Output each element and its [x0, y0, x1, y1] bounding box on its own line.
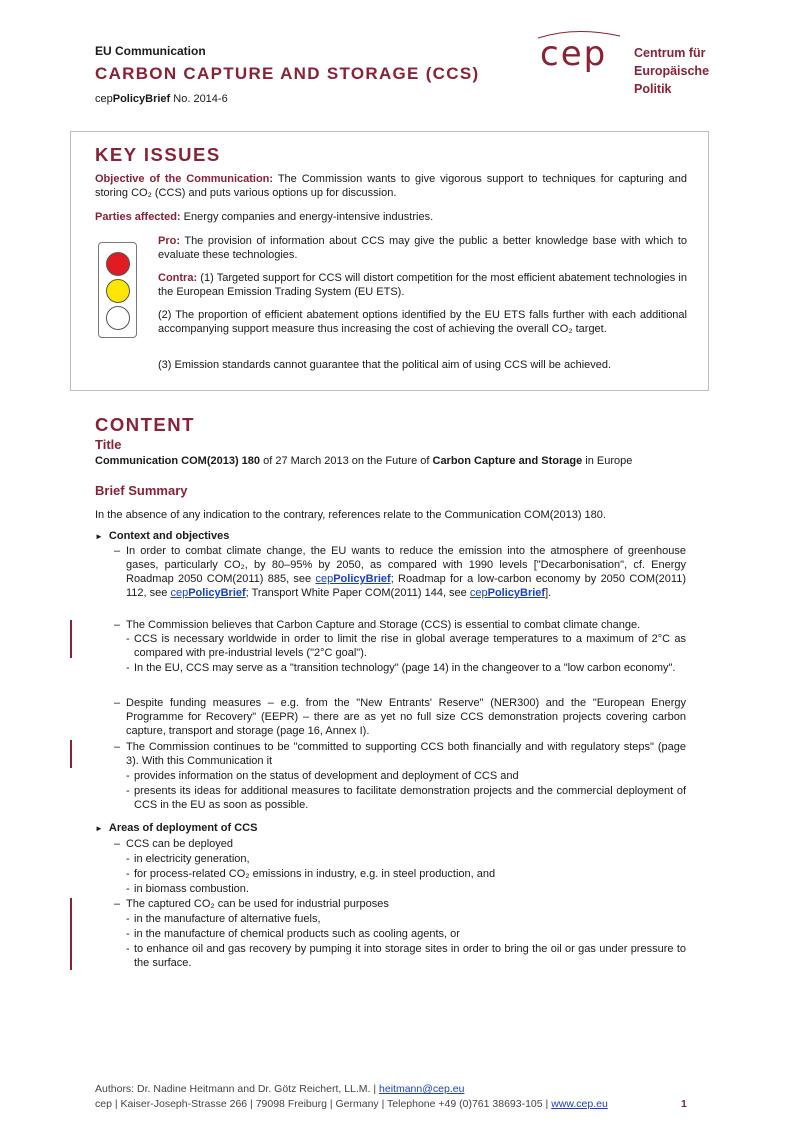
- list-item: The Commission believes that Carbon Capture and Storage (CCS) is essential to combat climate change.: [126, 619, 641, 631]
- parties-paragraph: Parties affected: Energy companies and energy-intensive industries.: [95, 211, 434, 223]
- sub-list-item: provides information on the status of development and deployment of CCS and: [134, 770, 519, 782]
- document-category: EU Communication: [95, 44, 206, 58]
- summary-intro: In the absence of any indication to the contrary, references relate to the Communication COM(2013) 180.: [95, 509, 606, 521]
- page-number: 1: [681, 1098, 687, 1110]
- contra-paragraph-3: (3) Emission standards cannot guarantee that the political aim of using CCS will be achieved.: [158, 359, 612, 371]
- policy-brief-link[interactable]: cepPolicyBrief: [170, 587, 246, 599]
- policy-brief-link[interactable]: cepPolicyBrief: [315, 573, 391, 585]
- change-marker: [70, 620, 72, 658]
- bullet-triangle-icon: ►: [95, 824, 103, 833]
- sub-list-item: to enhance oil and gas recovery by pumping it into storage sites in order to bring the oil or gas under pressure to the surface.: [134, 943, 686, 969]
- sub-list-item: presents its ideas for additional measures to facilitate demonstration projects and the commercial deployment of CCS in the EU as soon as possible.: [134, 785, 686, 811]
- section-areas-of-deployment: ► Areas of deployment of CCS: [95, 822, 258, 834]
- policy-brief-link[interactable]: cepPolicyBrief: [469, 587, 546, 599]
- sub-list-item: for process-related CO₂ emissions in industry, e.g. in steel production, and: [134, 868, 496, 880]
- list-item: The Commission continues to be "committed to supporting CCS both financially and with regulatory steps" (page 3). With this Communication it: [126, 741, 686, 767]
- footer-address: cep | Kaiser-Joseph-Strasse 266 | 79098 Freiburg | Germany | Telephone +49 (0)761 38693-105 | www.cep.eu: [95, 1098, 608, 1110]
- contra-paragraph-1: Contra: (1) Targeted support for CCS will distort competition for the most efficient abatement technologies in the European Emission Trading System (EU ETS).: [158, 272, 687, 298]
- objective-paragraph: Objective of the Communication: The Commission wants to give vigorous support to techniques for capturing and storing CO₂ (CCS) and puts various options up for discussion.: [95, 173, 687, 199]
- document-title: CARBON CAPTURE AND STORAGE (CCS): [95, 64, 480, 83]
- organization-name: Centrum für Europäische Politik: [634, 46, 710, 96]
- contra-paragraph-2: (2) The proportion of efficient abatement options identified by the EU ETS falls further with each additional accompanying support measure thus increasing the cost of achieving the overall CO₂ target.: [158, 309, 687, 335]
- content-heading: CONTENT: [95, 414, 195, 435]
- list-item: The captured CO₂ can be used for industrial purposes: [126, 898, 389, 910]
- communication-title: Communication COM(2013) 180 of 27 March 2013 on the Future of Carbon Capture and Storage in Europe: [95, 455, 633, 467]
- sub-list-item: CCS is necessary worldwide in order to limit the rise in global average temperatures to a maximum of 2°C as compared with pre-industrial levels ("2°C goal").: [134, 633, 686, 659]
- bullet-triangle-icon: ►: [95, 532, 103, 541]
- list-item: In order to combat climate change, the EU wants to reduce the emission into the atmosphere of greenhouse gases, particularly CO₂, by 80–95% by 2050, as compared with 1990 levels ["Decarbonisation", cf. Energy Roadmap 2050 COM(2011) 885, see cepPolicyBrief; Roadmap for a low-carbon economy by 2050 COM(2011) 112, see cepPolicyBrief; Transport White Paper COM(2011) 144, see cepPolicyBrief].: [126, 545, 686, 599]
- logo-word: cep: [540, 34, 608, 74]
- pro-paragraph: Pro: The provision of information about CCS may give the public a better knowledge base with which to evaluate these technologies.: [158, 235, 687, 261]
- sub-list-item: in the manufacture of alternative fuels,: [134, 913, 321, 925]
- title-heading: Title: [95, 437, 122, 452]
- change-marker: [70, 898, 72, 970]
- red-light: [106, 252, 130, 276]
- yellow-light: [106, 279, 130, 303]
- brief-summary-heading: Brief Summary: [95, 483, 188, 498]
- section-context-objectives: ► Context and objectives: [95, 530, 230, 542]
- sub-list-item: in electricity generation,: [134, 853, 250, 865]
- traffic-light-icon: [98, 242, 137, 338]
- sub-list-item: in the manufacture of chemical products such as cooling agents, or: [134, 928, 460, 940]
- sub-list-item: in biomass combustion.: [134, 883, 249, 895]
- policy-brief-number: cepPolicyBrief No. 2014-6: [95, 93, 228, 105]
- list-item: CCS can be deployed: [126, 838, 234, 850]
- author-email-link[interactable]: heitmann@cep.eu: [379, 1083, 465, 1095]
- white-light: [106, 306, 130, 330]
- website-link[interactable]: www.cep.eu: [551, 1098, 608, 1110]
- list-item: Despite funding measures – e.g. from the "New Entrants' Reserve" (NER300) and the "European Energy Programme for Recovery" (EEPR) – there are as yet no full size CCS demonstration projects covering carbon capture, transport and storage (page 16, Annex I).: [126, 697, 686, 737]
- sub-list-item: In the EU, CCS may serve as a "transition technology" (page 14) in the changeover to a "low carbon economy".: [134, 662, 676, 674]
- cep-logo: [520, 28, 740, 96]
- footer-authors: Authors: Dr. Nadine Heitmann and Dr. Götz Reichert, LL.M. | heitmann@cep.eu: [95, 1083, 465, 1095]
- change-marker: [70, 740, 72, 768]
- key-issues-heading: KEY ISSUES: [95, 144, 221, 165]
